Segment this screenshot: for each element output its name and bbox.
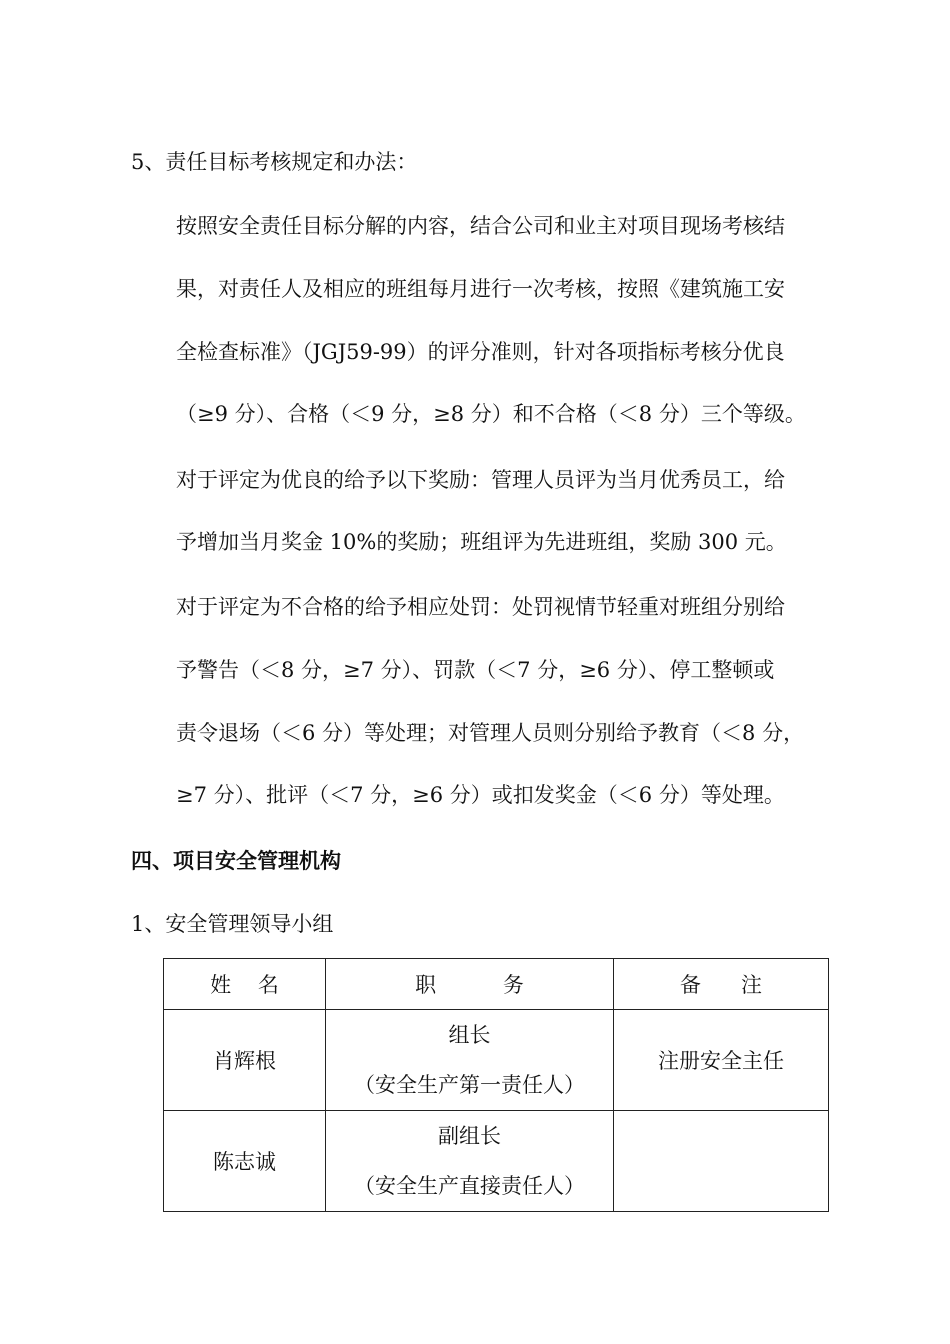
cell-remark [614, 1111, 829, 1212]
para1-line3: 全检查标准》（JGJ59-99）的评分准则，针对各项指标考核分优良 [176, 340, 785, 364]
cell-remark: 注册安全主任 [614, 1010, 829, 1111]
para3-line2: 予警告（＜8 分，≥7 分）、罚款（＜7 分，≥6 分）、停工整顿或 [176, 658, 775, 682]
role-title: 副组长 [438, 1124, 501, 1148]
para3-line4: ≥7 分）、批评（＜7 分，≥6 分）或扣发奖金（＜6 分）等处理。 [176, 783, 785, 807]
cell-name: 肖辉根 [164, 1010, 326, 1111]
para1-line1: 按照安全责任目标分解的内容，结合公司和业主对项目现场考核结 [176, 214, 785, 238]
cell-role [326, 1010, 614, 1111]
role-note: （安全生产直接责任人） [354, 1174, 585, 1198]
cell-name: 陈志诚 [164, 1111, 326, 1212]
table-header-row [164, 959, 829, 1010]
section4-heading: 四、项目安全管理机构 [131, 848, 341, 873]
header-name: 姓 名 [164, 959, 326, 1010]
para2-line1: 对于评定为优良的给予以下奖励：管理人员评为当月优秀员工，给 [176, 468, 785, 492]
para2-line2: 予增加当月奖金 10%的奖励；班组评为先进班组，奖励 300 元。 [176, 530, 787, 554]
para1-line4: （≥9 分）、合格（＜9 分，≥8 分）和不合格（＜8 分）三个等级。 [176, 402, 806, 426]
role-note: （安全生产第一责任人） [354, 1073, 585, 1097]
header-remark: 备 注 [614, 959, 829, 1010]
table-row [164, 1010, 829, 1111]
header-role: 职 务 [326, 959, 614, 1010]
leadership-table [163, 958, 829, 1212]
section4-subheading: 1、安全管理领导小组 [131, 912, 334, 936]
section5-heading: 5、责任目标考核规定和办法： [131, 150, 418, 174]
role-title: 组长 [448, 1023, 491, 1047]
table-row [164, 1111, 829, 1212]
para1-line2: 果，对责任人及相应的班组每月进行一次考核，按照《建筑施工安 [176, 277, 785, 301]
para3-line1: 对于评定为不合格的给予相应处罚：处罚视情节轻重对班组分别给 [176, 595, 785, 619]
cell-role [326, 1111, 614, 1212]
para3-line3: 责令退场（＜6 分）等处理；对管理人员则分别给予教育（＜8 分， [176, 721, 805, 745]
